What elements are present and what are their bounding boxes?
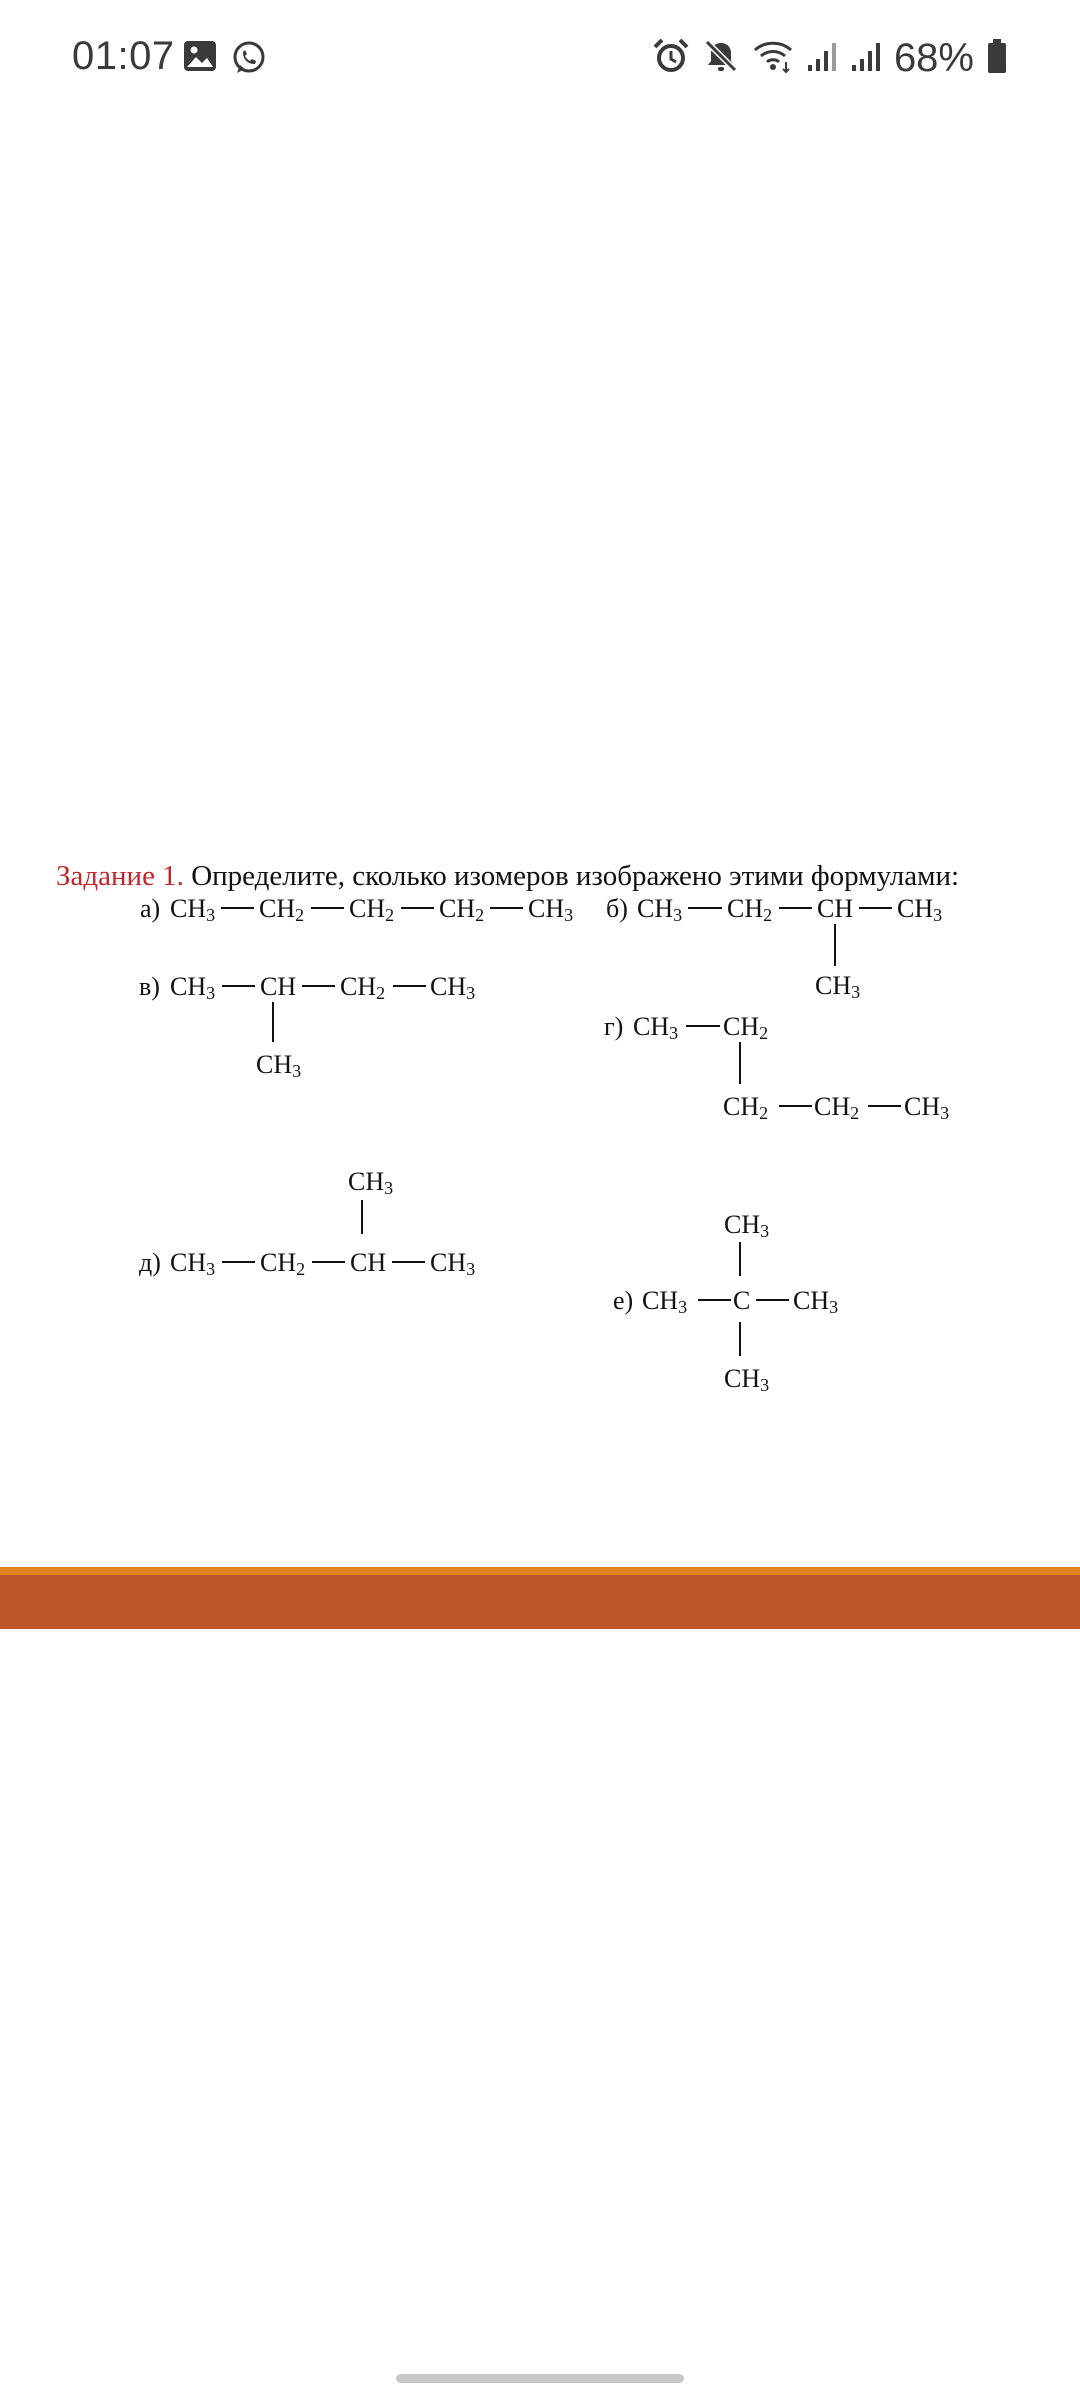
formula-v-group: CH3 <box>430 972 476 1003</box>
wifi-icon <box>752 38 794 79</box>
battery-percent: 68% <box>893 36 974 80</box>
formula-d-group: CH <box>350 1248 387 1277</box>
slide-footer-band <box>0 1575 1080 1629</box>
document-page <box>0 820 1080 1580</box>
formula-v-group: CH2 <box>340 972 386 1003</box>
formula-g-group: CH3 <box>904 1092 950 1123</box>
formula-v-group: CH3 <box>170 972 216 1003</box>
formula-g-group: CH2 <box>723 1012 769 1043</box>
formula-a-group: CH2 <box>439 894 485 925</box>
gallery-icon <box>183 40 217 81</box>
formula-b-group: CH3 <box>637 894 683 925</box>
alarm-icon <box>652 37 690 80</box>
whatsapp-icon <box>231 40 267 81</box>
formula-d-group: CH3 <box>170 1248 216 1279</box>
mute-icon <box>702 37 740 80</box>
formula-v-group: CH3 <box>256 1050 302 1081</box>
formula-g-marker: г) <box>604 1012 624 1041</box>
signal-icon <box>806 39 838 78</box>
battery-icon <box>986 38 1008 79</box>
formula-e-group: CH3 <box>793 1286 839 1317</box>
slide-footer-stripe <box>0 1567 1080 1575</box>
task-label: Задание 1. <box>56 860 184 892</box>
formula-v-group: CH <box>260 972 297 1001</box>
formula-b-group: CH <box>817 894 854 923</box>
formula-b-group: CH3 <box>815 971 861 1002</box>
formula-e-group: CH3 <box>642 1286 688 1317</box>
home-indicator[interactable] <box>396 2374 684 2383</box>
formula-v-marker: в) <box>139 972 160 1001</box>
formula-d-group: CH3 <box>430 1248 476 1279</box>
task-text: Определите, сколько изомеров изображено этими формулами: <box>183 860 960 892</box>
formula-d-group: CH3 <box>348 1167 394 1198</box>
formula-a-group: CH2 <box>349 894 395 925</box>
formula-a-marker: а) <box>140 894 161 923</box>
formula-b-marker: б) <box>606 894 628 923</box>
formula-e-marker: е) <box>613 1286 634 1315</box>
status-time: 01:07 <box>72 34 175 78</box>
formula-d-marker: д) <box>139 1248 161 1277</box>
formula-g-group: CH2 <box>723 1092 769 1123</box>
formula-a-group: CH2 <box>259 894 305 925</box>
formula-a-group: CH3 <box>528 894 574 925</box>
formula-e-group: CH3 <box>724 1364 770 1395</box>
signal-icon <box>850 39 882 78</box>
status-bar <box>0 0 1080 120</box>
formula-a-group: CH3 <box>170 894 216 925</box>
formula-b-group: CH2 <box>727 894 773 925</box>
formulas-figure <box>0 880 1080 1580</box>
formula-e-group: CH3 <box>724 1210 770 1241</box>
formula-d-group: CH2 <box>260 1248 306 1279</box>
formula-g-group: CH2 <box>814 1092 860 1123</box>
formula-b-group: CH3 <box>897 894 943 925</box>
formula-e-group: C <box>733 1286 751 1315</box>
formula-g-group: CH3 <box>633 1012 679 1043</box>
